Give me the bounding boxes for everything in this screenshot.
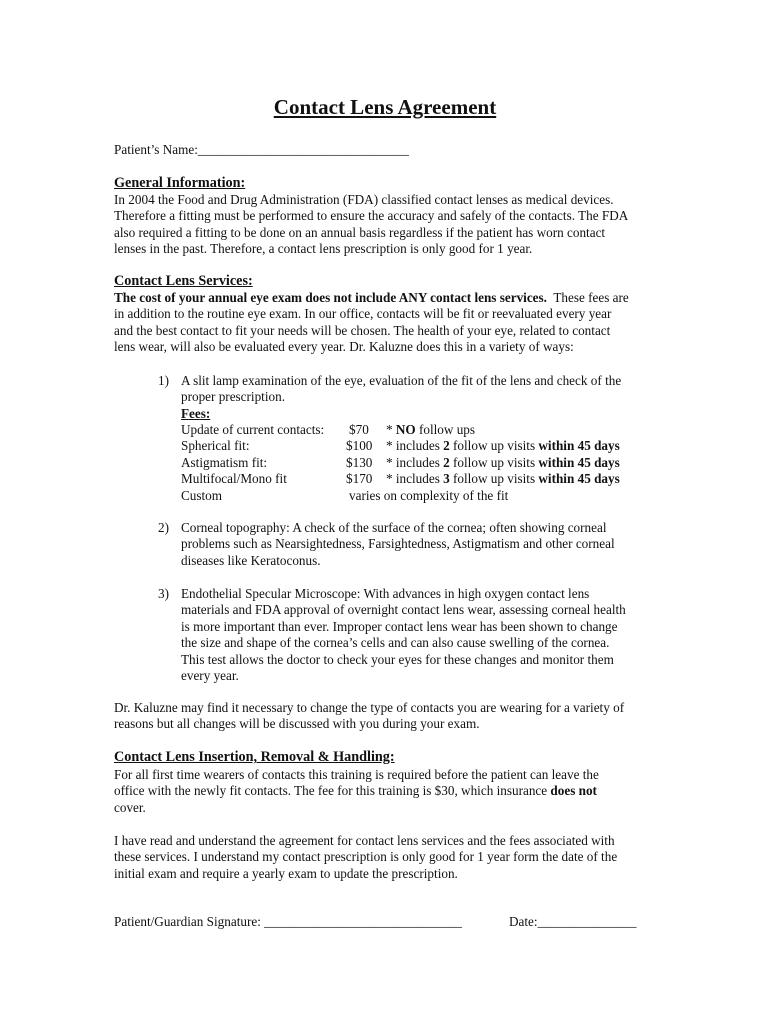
services-intro-bold: The cost of your annual eye exam does not include ANY contact lens services.: [114, 290, 547, 305]
fee-price: $70: [349, 422, 369, 437]
general-information-heading: General Information:: [114, 175, 246, 191]
item-line: is more important than ever. Improper contact lens wear has been shown to change: [181, 618, 618, 634]
ack-line: I have read and understand the agreement for contact lens services and the fees associated with: [114, 833, 615, 848]
fee-row-spherical: [181, 438, 661, 454]
general-line: In 2004 the Food and Drug Administration (FDA) classified contact lenses as medical devices.: [114, 192, 614, 207]
services-line: [114, 290, 674, 306]
fee-price: $100: [346, 438, 373, 453]
ack-line: these services. I understand my contact prescription is only good for 1 year form the date of the: [114, 849, 618, 865]
item-line: Corneal topography: A check of the surface of the cornea; often showing corneal: [181, 520, 607, 535]
list-number: 2): [158, 520, 169, 535]
fee-row-custom: [181, 488, 661, 504]
item-line: materials and FDA approval of overnight contact lens wear, assessing corneal health: [181, 602, 626, 618]
fee-price: $130: [346, 455, 373, 470]
acknowledgement-text: [114, 833, 674, 882]
signature-line: ______________________________: [264, 914, 462, 929]
item-line: problems such as Nearsightedness, Farsightedness, Astigmatism and other corneal: [181, 536, 615, 552]
services-line: in addition to the routine eye exam. In our office, contacts will be fit or reevaluated every year: [114, 306, 612, 322]
list-number: 1): [158, 373, 169, 388]
closing-line: reasons but all changes will be discussed with you during your exam.: [114, 716, 480, 732]
item-line: A slit lamp examination of the eye, evaluation of the fit of the lens and check of the: [181, 373, 622, 388]
fee-row-astigmatism: [181, 455, 661, 471]
fee-name: Custom: [181, 488, 223, 503]
item-line: the size and shape of the cornea’s cells and can also cause swelling of the cornea.: [181, 635, 610, 651]
patient-name-label: Patient’s Name:: [114, 142, 198, 157]
fee-name: Spherical fit:: [181, 438, 250, 453]
handling-line: cover.: [114, 799, 146, 815]
ack-line: initial exam and require a yearly exam to update the prescription.: [114, 865, 458, 881]
fee-price: $170: [346, 471, 373, 486]
signature-label: Patient/Guardian Signature:: [114, 914, 261, 929]
item-line: This test allows the doctor to check your eyes for these changes and monitor them: [181, 651, 614, 667]
fee-row-update: [181, 422, 661, 438]
fee-name: Update of current contacts:: [181, 422, 325, 437]
corneal-topography-item: [181, 520, 661, 569]
fee-note: * NO follow ups: [386, 422, 476, 437]
services-intro-rest: These fees are: [553, 290, 629, 305]
slit-lamp-item: [181, 373, 661, 422]
item-line: proper prescription.: [181, 389, 285, 405]
date-label: Date:: [509, 914, 538, 929]
patient-name-field: [114, 142, 409, 158]
fee-note: * includes 2 follow up visits within 45 days: [386, 438, 620, 453]
specular-microscope-item: [181, 586, 661, 684]
fees-label: Fees:: [181, 405, 211, 421]
does-not-bold: does not: [550, 783, 597, 799]
services-intro-text: [114, 290, 674, 356]
services-line: lens wear, will also be evaluated every year. Dr. Kaluzne does this in a variety of ways:: [114, 339, 574, 355]
signature-field: [114, 914, 462, 930]
list-number: 3): [158, 586, 169, 601]
item-line: Endothelial Specular Microscope: With advances in high oxygen contact lens: [181, 586, 590, 601]
patient-name-line: ________________________________: [197, 142, 409, 157]
general-line: also required a fitting to be done on an annual basis regardless if the patient has worn contact: [114, 224, 606, 240]
fee-name: Astigmatism fit:: [181, 455, 268, 470]
services-closing-text: [114, 700, 674, 733]
fee-note: * includes 2 follow up visits within 45 days: [386, 455, 620, 470]
services-line: and the best contact to fit your needs will be chosen. The health of your eye, related to contact: [114, 322, 611, 338]
general-line: Therefore a fitting must be performed to ensure the accuracy and safely of the contacts. The FDA: [114, 208, 629, 224]
fee-note: * includes 3 follow up visits within 45 days: [386, 471, 620, 486]
date-line: _______________: [537, 914, 637, 929]
item-line: every year.: [181, 668, 239, 684]
handling-heading: Contact Lens Insertion, Removal & Handling:: [114, 749, 395, 765]
contact-lens-services-heading: Contact Lens Services:: [114, 273, 253, 289]
fee-row-multifocal: [181, 471, 661, 487]
handling-line: office with the newly fit contacts. The fee for this training is $30, which insurance does not: [114, 783, 597, 799]
closing-line: Dr. Kaluzne may find it necessary to change the type of contacts you are wearing for a variety of: [114, 700, 625, 715]
handling-text: [114, 767, 674, 816]
date-field: [509, 914, 636, 930]
fee-name: Multifocal/Mono fit: [181, 471, 287, 486]
handling-line: For all first time wearers of contacts this training is required before the patient can leave the: [114, 767, 599, 782]
general-information-text: [114, 192, 674, 258]
item-line: diseases like Keratoconus.: [181, 552, 321, 568]
general-line: lenses in the past. Therefore, a contact lens prescription is only good for 1 year.: [114, 241, 533, 257]
document-title: Contact Lens Agreement: [273, 95, 497, 119]
fee-price: varies on complexity of the fit: [349, 488, 509, 503]
